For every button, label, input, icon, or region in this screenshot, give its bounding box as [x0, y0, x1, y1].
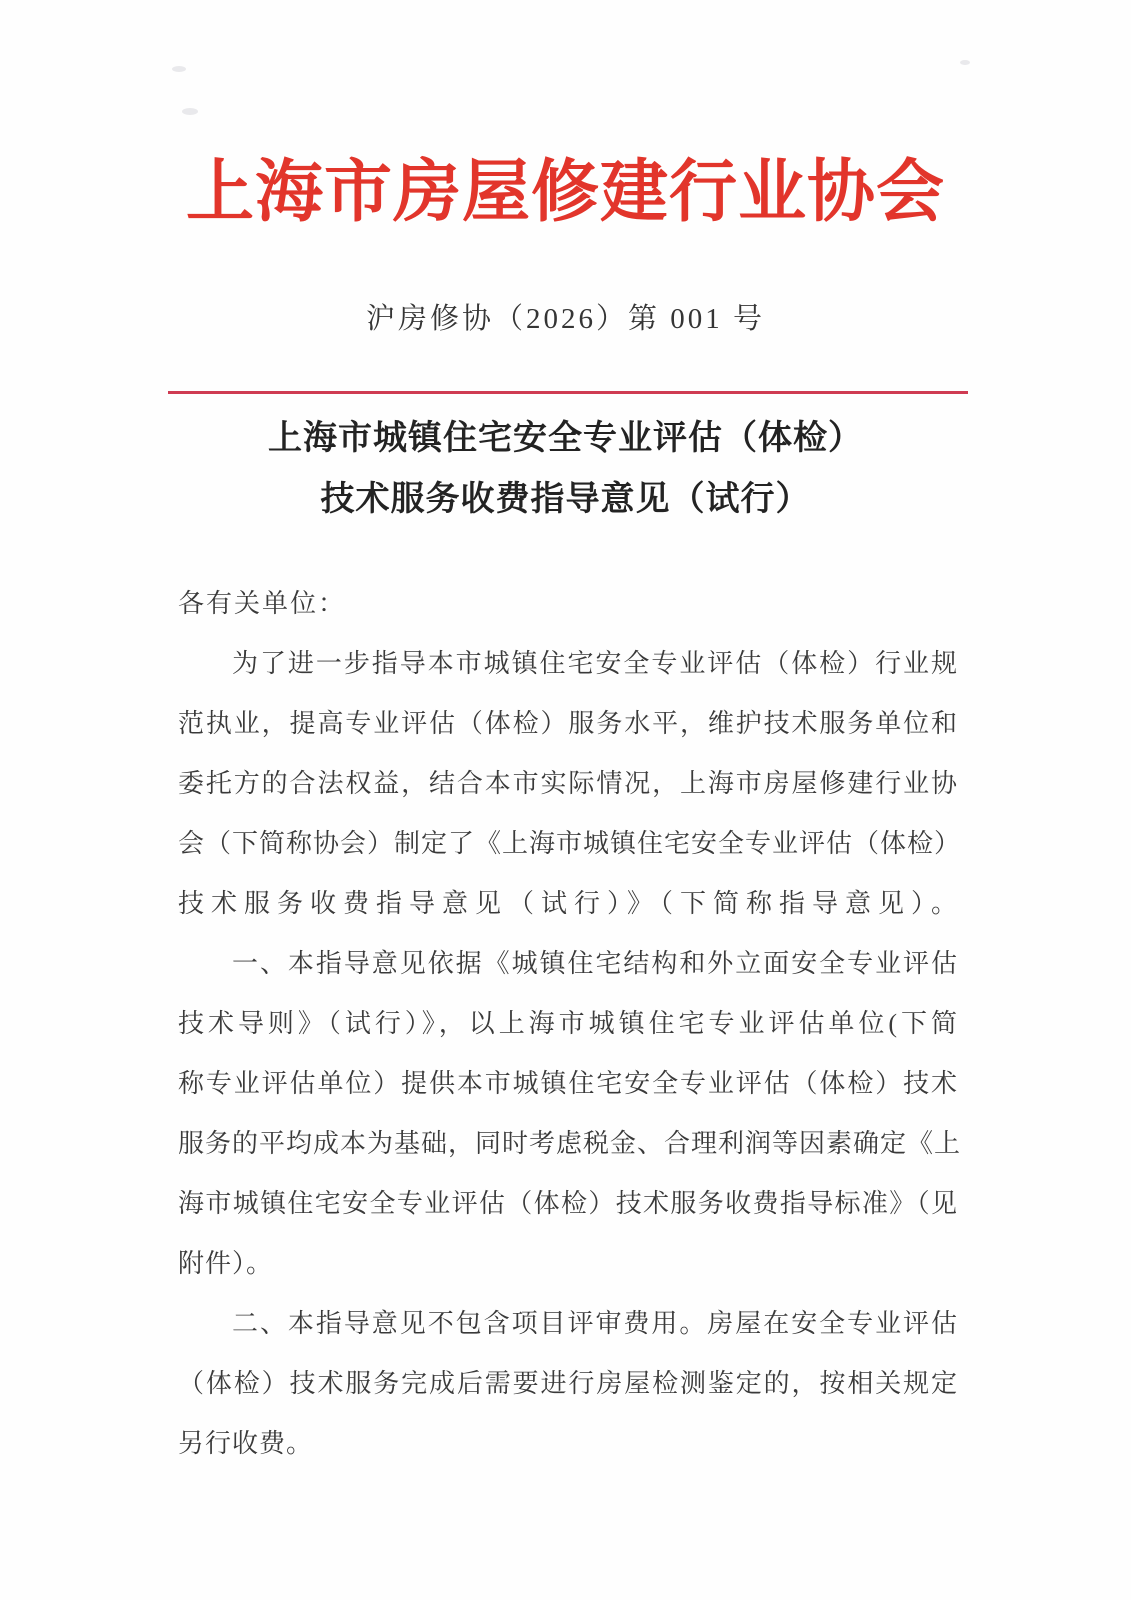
body-line: 委托方的合法权益，结合本市实际情况，上海市房屋修建行业协: [178, 769, 958, 798]
doc-number: 沪房修协（2026）第 001 号: [365, 303, 765, 335]
org-title: 上海市房屋修建行业协会: [185, 154, 945, 230]
document-title-line-1: 上海市城镇住宅安全专业评估（体检）: [268, 419, 863, 457]
body-line: （体检）技术服务完成后需要进行房屋检测鉴定的，按相关规定: [178, 1369, 958, 1398]
body-line: 海市城镇住宅安全专业评估（体检）技术服务收费指导标准》（见: [178, 1189, 958, 1218]
body-line: 一、本指导意见依据《城镇住宅结构和外立面安全专业评估: [232, 949, 958, 978]
body-line: 服务的平均成本为基础，同时考虑税金、合理利润等因素确定《上: [178, 1129, 962, 1158]
paragraph-item-2: [178, 1294, 958, 1474]
body-line: 另行收费。: [178, 1429, 314, 1458]
body-line: 技术导则》（试行）》，以上海市城镇住宅专业评估单位(下简: [178, 1009, 958, 1038]
body-line: 为了进一步指导本市城镇住宅安全专业评估（体检）行业规: [232, 649, 958, 678]
paragraph-intro: [178, 634, 962, 934]
salutation: 各有关单位：: [178, 589, 347, 618]
scan-artifact: [172, 66, 186, 72]
document-body: [178, 574, 962, 1474]
document-title-line-2: 技术服务收费指导意见（试行）: [320, 480, 811, 518]
body-line: 附件）。: [178, 1249, 274, 1278]
scan-artifact: [960, 60, 970, 65]
body-line: 称专业评估单位）提供本市城镇住宅安全专业评估（体检）技术: [178, 1069, 958, 1098]
red-divider-line: [168, 391, 968, 394]
document-title: [0, 414, 1131, 536]
paragraph-item-1: [178, 934, 962, 1294]
scan-artifact: [182, 108, 198, 115]
body-line: 技术服务收费指导意见（试行）》（下简称指导意见）。: [178, 889, 958, 918]
body-line: 会（下简称协会）制定了《上海市城镇住宅安全专业评估（体检）: [178, 829, 962, 858]
body-line: 范执业，提高专业评估（体检）服务水平，维护技术服务单位和: [178, 709, 958, 738]
body-line: 二、本指导意见不包含项目评审费用。房屋在安全专业评估: [232, 1309, 958, 1338]
